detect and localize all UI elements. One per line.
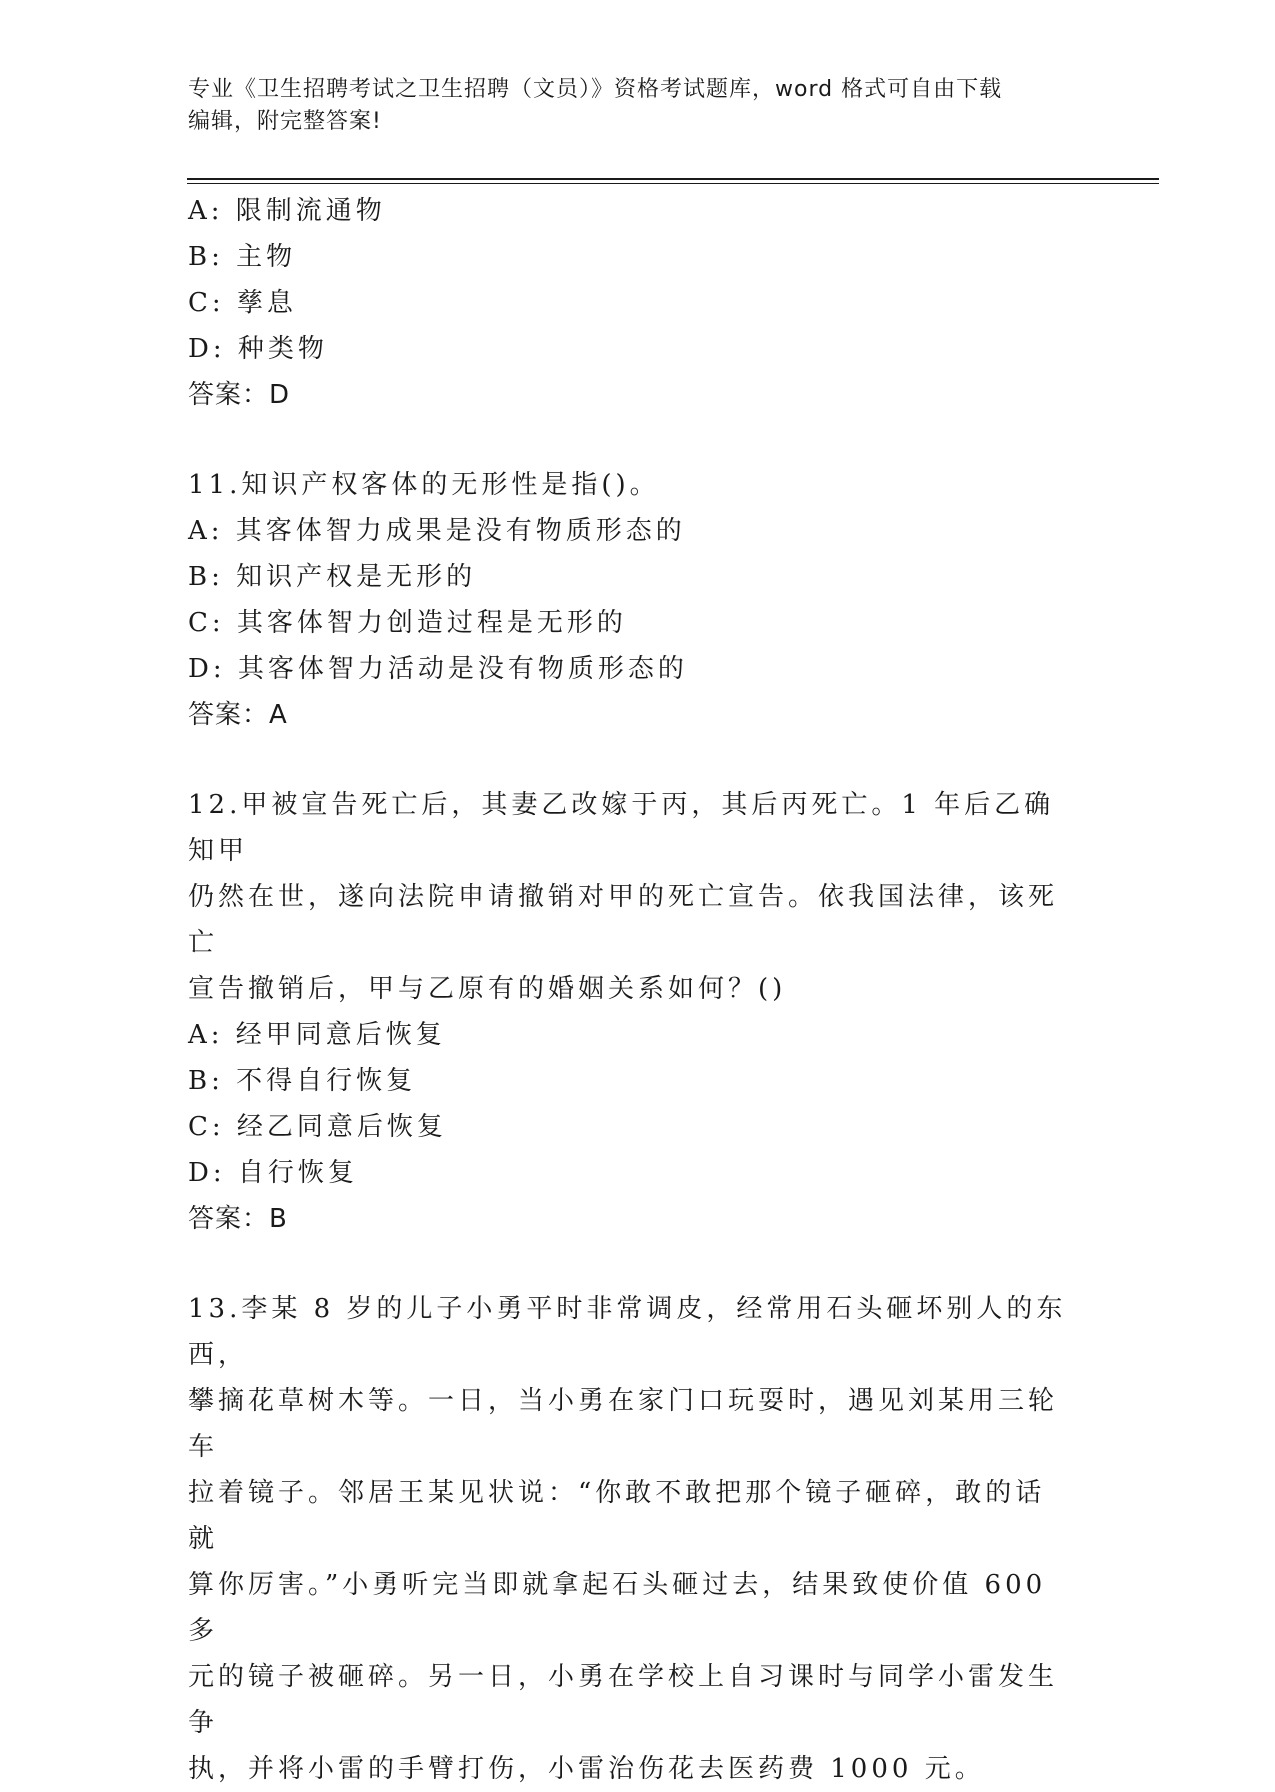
document-header <box>188 74 1068 138</box>
question-stem-line: 攀摘花草树木等。一日，当小勇在家门口玩耍时，遇见刘某用三轮车 <box>188 1386 1059 1462</box>
question-stem-line: 13.李某 8 岁的儿子小勇平时非常调皮，经常用石头砸坏别人的东西， <box>188 1294 1067 1370</box>
question-11 <box>188 462 1088 738</box>
option-a: A: 限制流通物 <box>188 196 386 226</box>
spacer <box>188 1242 1088 1286</box>
option-b: B: 主物 <box>188 242 297 272</box>
question-12 <box>188 782 1088 1242</box>
question-stem-line: 宣告撤销后，甲与乙原有的婚姻关系如何？() <box>188 974 787 1004</box>
question-stem-line: 执，并将小雷的手臂打伤，小雷治伤花去医药费 1000 元。 <box>188 1754 985 1784</box>
question-stem-line: 仍然在世，遂向法院申请撤销对甲的死亡宣告。依我国法律，该死亡 <box>188 882 1059 958</box>
option-d: D: 其客体智力活动是没有物质形态的 <box>188 654 688 684</box>
question-stem-line: 11.知识产权客体的无形性是指()。 <box>188 470 660 500</box>
answer-line: 答案：A <box>188 700 288 730</box>
question-stem-line: 拉着镜子。邻居王某见状说：“你敢不敢把那个镜子砸碎，敢的话就 <box>188 1478 1046 1554</box>
option-b: B: 不得自行恢复 <box>188 1066 417 1096</box>
spacer <box>188 738 1088 782</box>
question-stem-line: 元的镜子被砸碎。另一日，小勇在学校上自习课时与同学小雷发生争 <box>188 1662 1059 1738</box>
question-10-tail <box>188 188 1088 418</box>
header-title-line-2: 编辑，附完整答案! <box>188 109 382 134</box>
header-title-line-1: 专业《卫生招聘考试之卫生招聘（文员）》资格考试题库，word 格式可自由下载 <box>188 77 1003 102</box>
document-body <box>188 188 1088 1792</box>
option-c: C: 其客体智力创造过程是无形的 <box>188 608 627 638</box>
option-d: D: 种类物 <box>188 334 328 364</box>
header-divider-thin <box>187 183 1159 184</box>
question-13 <box>188 1286 1088 1792</box>
option-c: C: 经乙同意后恢复 <box>188 1112 447 1142</box>
option-d: D: 自行恢复 <box>188 1158 358 1188</box>
option-a: A: 其客体智力成果是没有物质形态的 <box>188 516 686 546</box>
question-stem-line: 12.甲被宣告死亡后，其妻乙改嫁于丙，其后丙死亡。1 年后乙确知甲 <box>188 790 1055 866</box>
option-b: B: 知识产权是无形的 <box>188 562 477 592</box>
question-stem-line: 算你厉害。”小勇听完当即就拿起石头砸过去，结果致使价值 600 多 <box>188 1570 1047 1646</box>
answer-line: 答案：D <box>188 380 291 410</box>
option-a: A: 经甲同意后恢复 <box>188 1020 446 1050</box>
spacer <box>188 418 1088 462</box>
option-c: C: 孳息 <box>188 288 297 318</box>
answer-line: 答案：B <box>188 1204 288 1234</box>
header-divider-thick <box>187 178 1159 180</box>
